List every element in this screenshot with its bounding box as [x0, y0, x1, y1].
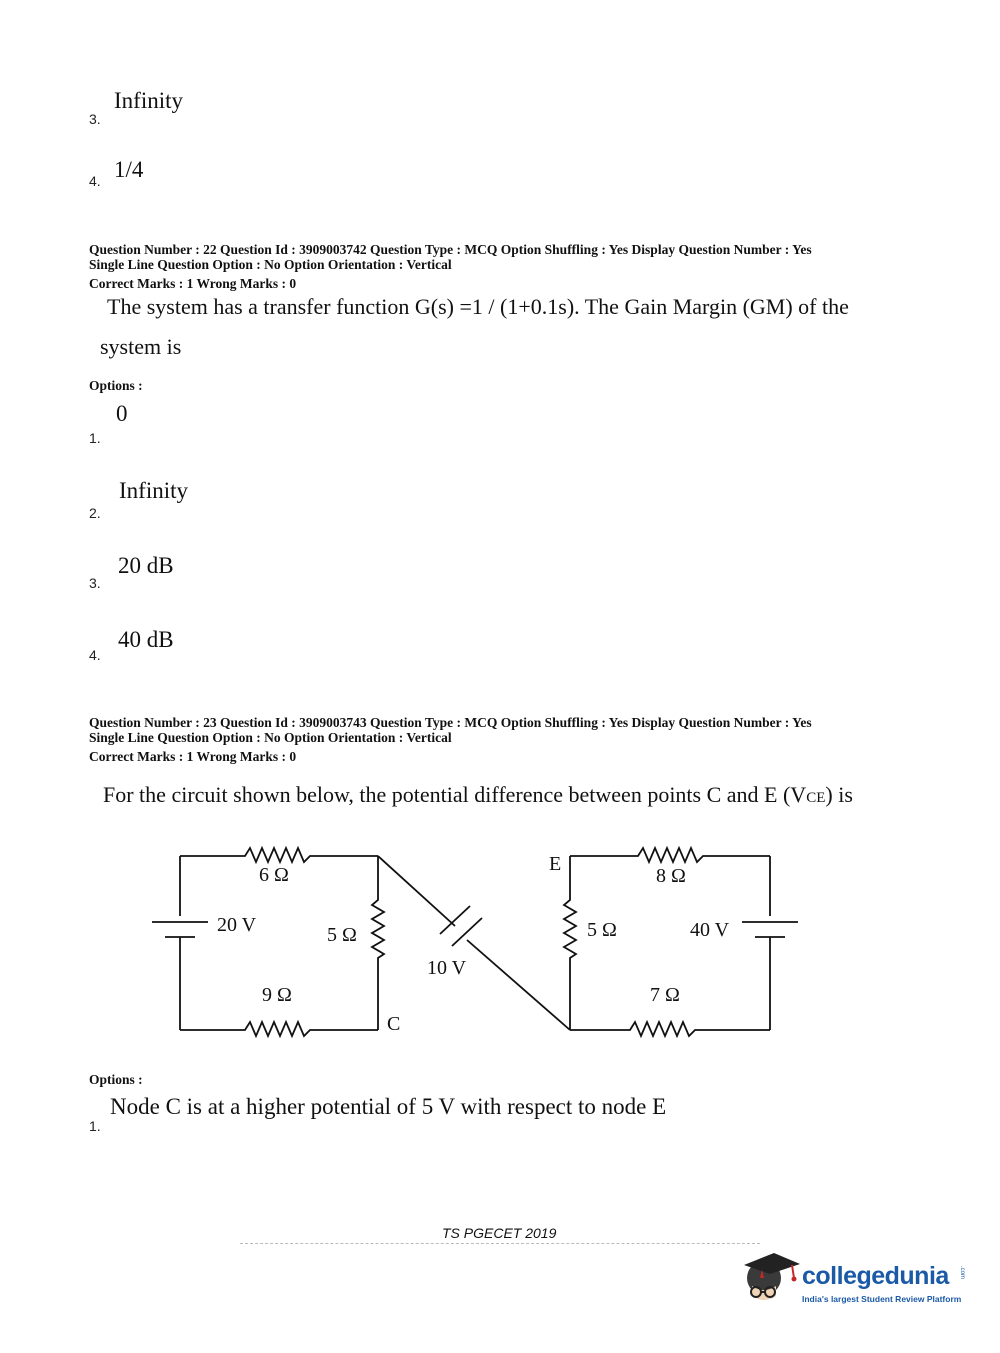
brand-name: collegedunia — [802, 1262, 949, 1290]
right-loop-bottom-wire — [570, 1022, 770, 1036]
q22-option-4-text: 40 dB — [118, 627, 174, 652]
battery-20v-label: 20 V — [217, 914, 257, 936]
source-10v-label: 10 V — [427, 957, 467, 979]
right-loop-top-wire — [570, 848, 770, 862]
q23-option-1-text: Node C is at a higher potential of 5 V with respect to node E — [110, 1094, 667, 1119]
q23-question-text — [103, 782, 853, 808]
q22-option-1-number: 1. — [89, 430, 101, 446]
left-loop-right-wire — [372, 856, 384, 1030]
brand-suffix: .com — [959, 1266, 965, 1280]
brand-tagline: India's largest Student Review Platform — [802, 1294, 962, 1304]
q22-marks: Correct Marks : 1 Wrong Marks : 0 — [89, 276, 297, 291]
q22-option-2-number: 2. — [89, 505, 101, 521]
q23-question-text-main: For the circuit shown below, the potential difference between points C and E (V — [103, 782, 807, 807]
q22-option-3-number: 3. — [89, 575, 101, 591]
q22-meta-line1: Question Number : 22 Question Id : 3909003742 Question Type : MCQ Option Shuffling : Yes Display Question Number : Yes — [89, 242, 812, 257]
q23-meta-line2: Single Line Question Option : No Option Orientation : Vertical — [89, 730, 452, 745]
resistor-5-right-label: 5 Ω — [587, 919, 617, 941]
prev-option-4-number: 4. — [89, 173, 101, 189]
right-loop-left-wire — [564, 856, 576, 1030]
left-loop-top-wire — [180, 848, 378, 862]
q22-option-2-text: Infinity — [119, 478, 188, 503]
q23-marks: Correct Marks : 1 Wrong Marks : 0 — [89, 749, 297, 764]
source-10v-plate-b — [452, 918, 482, 946]
footer-exam-name: TS PGECET 2019 — [442, 1225, 557, 1241]
q23-option-1-number: 1. — [89, 1118, 101, 1134]
q22-options-label: Options : — [89, 378, 143, 393]
q23-question-text-subscript: CE — [806, 790, 826, 806]
battery-40v-label: 40 V — [690, 919, 730, 941]
footer-divider — [240, 1243, 760, 1244]
q22-question-text-line2: system is — [100, 334, 182, 359]
q23-question-text-end: ) is — [825, 782, 853, 807]
resistor-5-left-label: 5 Ω — [327, 924, 357, 946]
prev-option-3-number: 3. — [89, 111, 101, 127]
circuit-diagram — [0, 830, 1000, 1045]
left-loop-bottom-wire — [180, 1022, 378, 1036]
diagonal-wire-lower — [467, 940, 570, 1030]
mascot-icon — [740, 1248, 804, 1308]
diagonal-wire-upper — [378, 856, 455, 926]
q23-options-label: Options : — [89, 1072, 143, 1087]
q22-option-3-text: 20 dB — [118, 553, 174, 578]
resistor-6-label: 6 Ω — [259, 864, 289, 886]
node-e-label: E — [549, 853, 562, 875]
q22-option-4-number: 4. — [89, 647, 101, 663]
resistor-9-label: 9 Ω — [262, 984, 292, 1006]
resistor-8-label: 8 Ω — [656, 865, 686, 887]
q22-question-text-line1: The system has a transfer function G(s) =1 / (1+0.1s). The Gain Margin (GM) of the — [107, 294, 849, 319]
q22-meta-line2: Single Line Question Option : No Option Orientation : Vertical — [89, 257, 452, 272]
q23-meta-line1: Question Number : 23 Question Id : 3909003743 Question Type : MCQ Option Shuffling : Yes Display Question Number : Yes — [89, 715, 812, 730]
node-c-label: C — [387, 1013, 401, 1035]
prev-option-4-text: 1/4 — [114, 157, 144, 182]
q22-option-1-text: 0 — [116, 401, 128, 426]
source-10v-plate-a — [440, 906, 470, 934]
brand-logo — [740, 1248, 970, 1308]
prev-option-3-text: Infinity — [114, 88, 183, 113]
resistor-7-label: 7 Ω — [650, 984, 680, 1006]
